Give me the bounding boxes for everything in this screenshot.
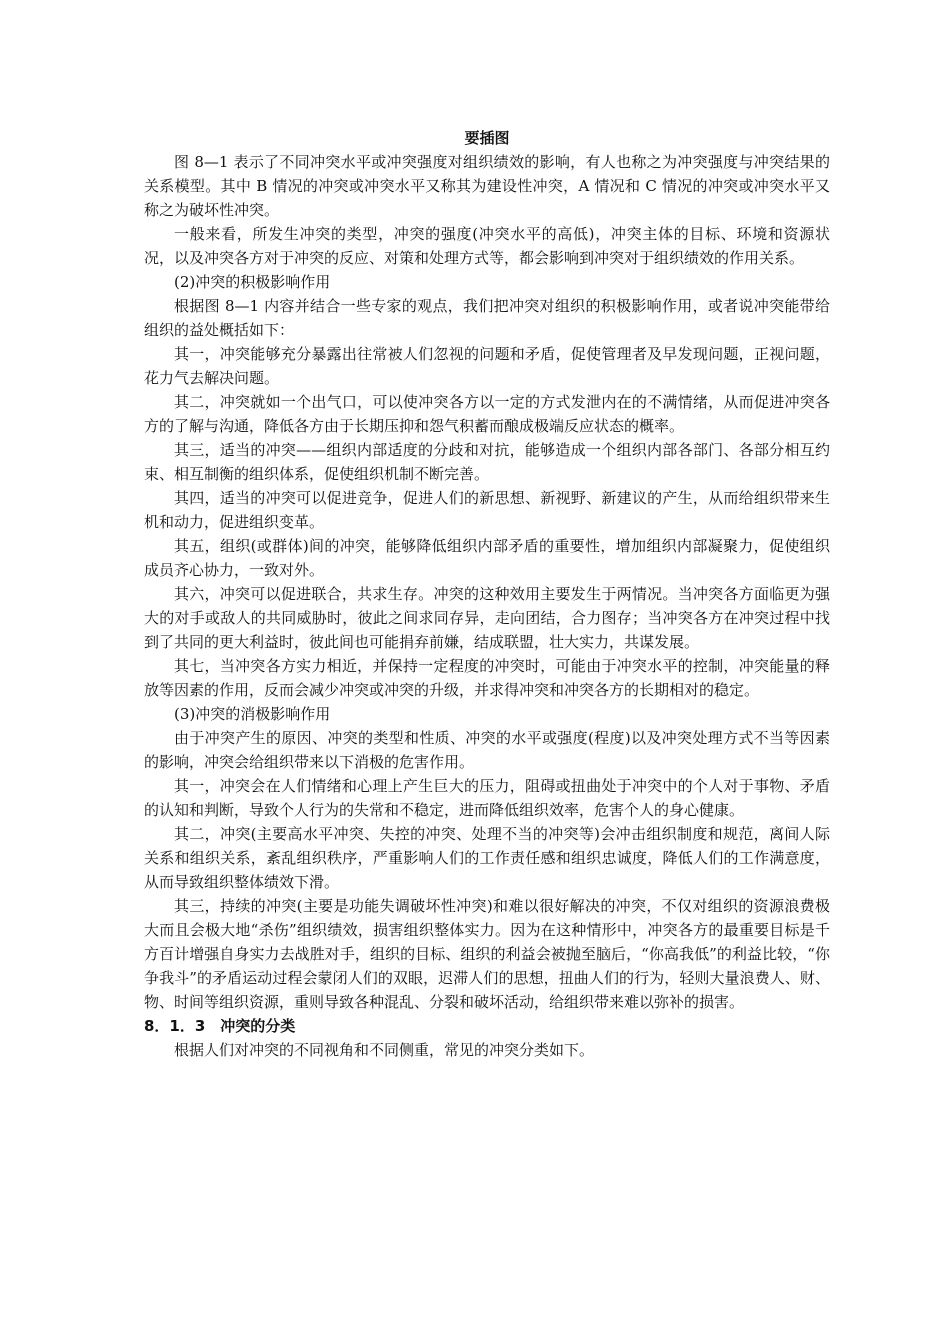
paragraph-negative-1: 其一，冲突会在人们情绪和心理上产生巨大的压力，阻碍或扭曲处于冲突中的个人对于事物、矛盾的认知和判断，导致个人行为的失常和不稳定，进而降低组织效率，危害个人的身心健康。 — [144, 777, 830, 819]
paragraph-positive-2: 其二，冲突就如一个出气口，可以使冲突各方以一定的方式发泄内在的不满情绪，从而促进冲突各方的了解与沟通，降低各方由于长期压抑和怨气积蓄而酿成极端反应状态的概率。 — [144, 393, 830, 435]
subheading-positive-effects: (2)冲突的积极影响作用 — [174, 273, 331, 291]
paragraph-positive-1: 其一，冲突能够充分暴露出往常被人们忽视的问题和矛盾，促使管理者及早发现问题，正视问题，花力气去解决问题。 — [144, 345, 830, 387]
section-heading-conflict-classification: 8．1．3 冲突的分类 — [144, 1017, 296, 1035]
paragraph-positive-3: 其三，适当的冲突——组织内部适度的分歧和对抗，能够造成一个组织内部各部门、各部分相互约束、相互制衡的组织体系，促使组织机制不断完善。 — [144, 441, 830, 483]
page-title: 要插图 — [464, 129, 510, 147]
paragraph-negative-2: 其二，冲突(主要高水平冲突、失控的冲突、处理不当的冲突等)会冲击组织制度和规范，离间人际关系和组织关系，紊乱组织秩序，严重影响人们的工作责任感和组织忠诚度，降低人们的工作满意度，从而导致组织整体绩效下滑。 — [144, 825, 830, 891]
subheading-negative-effects: (3)冲突的消极影响作用 — [174, 705, 331, 723]
paragraph-positive-7: 其七，当冲突各方实力相近，并保持一定程度的冲突时，可能由于冲突水平的控制，冲突能量的释放等因素的作用，反而会减少冲突或冲突的升级，并求得冲突和冲突各方的长期相对的稳定。 — [144, 657, 830, 699]
paragraph-positive-6: 其六，冲突可以促进联合，共求生存。冲突的这种效用主要发生于两情况。当冲突各方面临更为强大的对手或敌人的共同威胁时，彼此之间求同存异，走向团结，合力图存；当冲突各方在冲突过程中找到了共同的更大利益时，彼此间也可能捐弃前嫌，结成联盟，壮大实力，共谋发展。 — [144, 585, 830, 651]
paragraph-general-view: 一般来看，所发生冲突的类型，冲突的强度(冲突水平的高低)，冲突主体的目标、环境和资源状况，以及冲突各方对于冲突的反应、对策和处理方式等，都会影响到冲突对于组织绩效的作用关系。 — [144, 225, 830, 267]
paragraph-classification-intro: 根据人们对冲突的不同视角和不同侧重，常见的冲突分类如下。 — [174, 1041, 595, 1059]
paragraph-positive-5: 其五，组织(或群体)间的冲突，能够降低组织内部矛盾的重要性，增加组织内部凝聚力，促使组织成员齐心协力，一致对外。 — [144, 537, 830, 579]
paragraph-figure-description: 图 8—1 表示了不同冲突水平或冲突强度对组织绩效的影响，有人也称之为冲突强度与冲突结果的关系模型。其中 B 情况的冲突或冲突水平又称其为建设性冲突，A 情况和 C 情况的冲突或冲突水平又称之为破坏性冲突。 — [144, 153, 830, 219]
document-body — [144, 126, 830, 1062]
paragraph-positive-4: 其四，适当的冲突可以促进竞争，促进人们的新思想、新视野、新建议的产生，从而给组织带来生机和动力，促进组织变革。 — [144, 489, 830, 531]
paragraph-positive-intro: 根据图 8—1 内容并结合一些专家的观点，我们把冲突对组织的积极影响作用，或者说冲突能带给组织的益处概括如下： — [144, 297, 830, 339]
paragraph-negative-intro: 由于冲突产生的原因、冲突的类型和性质、冲突的水平或强度(程度)以及冲突处理方式不当等因素的影响，冲突会给组织带来以下消极的危害作用。 — [144, 729, 830, 771]
paragraph-negative-3: 其三，持续的冲突(主要是功能失调破坏性冲突)和难以很好解决的冲突，不仅对组织的资源浪费极大而且会极大地“杀伤”组织绩效，损害组织整体实力。因为在这种情形中，冲突各方的最重要目标是千方百计增强自身实力去战胜对手，组织的目标、组织的利益会被抛至脑后，“你高我低”的利益比较，“你争我斗”的矛盾运动过程会蒙闭人们的双眼，迟滞人们的思想，扭曲人们的行为，轻则大量浪费人、财、物、时间等组织资源，重则导致各种混乱、分裂和破坏活动，给组织带来难以弥补的损害。 — [144, 897, 830, 1011]
